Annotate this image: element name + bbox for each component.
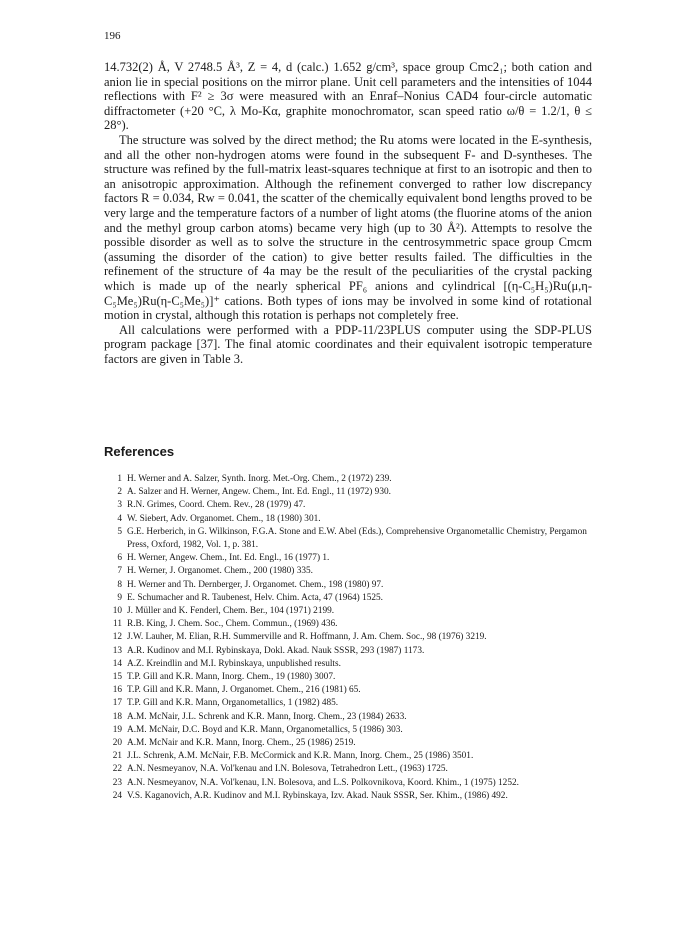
reference-number: 8 <box>117 579 122 590</box>
reference-text: A.M. McNair, D.C. Boyd and K.R. Mann, Organometallics, 5 (1986) 303. <box>127 724 403 735</box>
reference-item <box>104 565 594 578</box>
reference-text: H. Werner, Angew. Chem., Int. Ed. Engl., 16 (1977) 1. <box>127 553 330 564</box>
reference-text: J.W. Lauher, M. Elian, R.H. Summerville and R. Hoffmann, J. Am. Chem. Soc., 98 (1976) 3219. <box>127 632 487 643</box>
reference-text: A. Salzer and H. Werner, Angew. Chem., Int. Ed. Engl., 11 (1972) 930. <box>127 487 391 498</box>
reference-number: 16 <box>112 685 122 696</box>
reference-item <box>104 697 594 710</box>
reference-text: H. Werner, J. Organomet. Chem., 200 (1980) 335. <box>127 566 313 577</box>
reference-text: A.N. Nesmeyanov, N.A. Vol'kenau, I.N. Bolesova, and L.S. Polkovnikova, Koord. Khim., 1 (1975) 1252. <box>127 777 519 788</box>
reference-number: 12 <box>112 632 122 643</box>
reference-number: 21 <box>112 751 122 762</box>
reference-text: R.N. Grimes, Coord. Chem. Rev., 28 (1979) 47. <box>127 500 306 511</box>
reference-number: 7 <box>117 566 122 577</box>
reference-text: T.P. Gill and K.R. Mann, Inorg. Chem., 19 (1980) 3007. <box>127 672 336 683</box>
reference-item <box>104 711 594 724</box>
reference-number: 10 <box>112 606 122 617</box>
reference-text: R.B. King, J. Chem. Soc., Chem. Commun., (1969) 436. <box>127 619 338 630</box>
reference-item <box>104 658 594 671</box>
reference-item <box>104 499 594 512</box>
reference-text: A.R. Kudinov and M.I. Rybinskaya, Dokl. Akad. Nauk SSSR, 293 (1987) 1173. <box>127 645 425 656</box>
reference-text: A.N. Nesmeyanov, N.A. Vol'kenau and I.N. Bolesova, Tetrahedron Lett., (1963) 1725. <box>127 764 448 775</box>
paragraph-calculations: All calculations were performed with a PDP-11/23PLUS computer using the SDP-PLUS program package [37]. The final atomic coordinates and their equivalent isotropic temperature factors are given in Table 3. <box>104 322 592 366</box>
paragraph-structure-solution: The structure was solved by the direct method; the Ru atoms were located in the E-synthesis, and all the other non-hydrogen atoms were found in the subsequent F- and D-syntheses. The structure was refined by the full-matrix least-squares technique at first to an isotropic and then to an anisotropic approximation. Although the refinement converged to rather low discrepancy factors R = 0.034, Rw = 0.041, the scatter of the chemically equivalent bond lengths proved to be very large and the temperature factors of a number of light atoms (the fluorine atoms of the anion and the methyl group carbon atoms) became very high (up to 30 Å²). Attempts to resolve the possible disorder as well as to solve the structure in the centrosymmetric space group Cmcm (assuming the disorder of the cation) to give better results failed. The difficulties in the refinement of the structure of 4a may be the result of the peculiarities of the crystal packing which is made up of the nearly spherical PF₆ anions and cylindrical [(η-C₅H₅)Ru(μ,η-C₅Me₅)Ru(η-C₅Me₅)]⁺ cations. Both types of ions may be involved in some kind of rotational motion in crystal, although this rotation is perhaps not completely free. <box>104 132 592 323</box>
reference-text: W. Siebert, Adv. Organomet. Chem., 18 (1980) 301. <box>127 513 321 524</box>
reference-number: 9 <box>117 592 122 603</box>
reference-number: 18 <box>112 711 122 722</box>
reference-number: 2 <box>117 487 122 498</box>
reference-text: G.E. Herberich, in G. Wilkinson, F.G.A. Stone and E.W. Abel (Eds.), Comprehensive Organometallic Chemistry, Pergamon Press, Oxford, 1982, Vol. 1, p. 381. <box>127 526 587 551</box>
reference-number: 23 <box>112 777 122 788</box>
reference-number: 20 <box>112 738 122 749</box>
reference-item <box>104 605 594 618</box>
reference-item <box>104 631 594 644</box>
reference-number: 14 <box>112 658 122 669</box>
reference-text: A.Z. Kreindlin and M.I. Rybinskaya, unpublished results. <box>127 658 341 669</box>
reference-number: 13 <box>112 645 122 656</box>
reference-number: 4 <box>117 513 122 524</box>
body-text <box>104 60 592 366</box>
reference-item <box>104 790 594 803</box>
reference-text: H. Werner and A. Salzer, Synth. Inorg. Met.-Org. Chem., 2 (1972) 239. <box>127 474 392 484</box>
reference-item <box>104 684 594 697</box>
reference-number: 15 <box>112 672 122 683</box>
reference-item <box>104 724 594 737</box>
references-heading: References <box>104 444 175 459</box>
reference-item <box>104 618 594 631</box>
reference-text: J.L. Schrenk, A.M. McNair, F.B. McCormick and K.R. Mann, Inorg. Chem., 25 (1986) 3501. <box>127 751 474 762</box>
reference-number: 19 <box>112 724 122 735</box>
reference-number: 22 <box>112 764 122 775</box>
reference-text: H. Werner and Th. Dernberger, J. Organomet. Chem., 198 (1980) 97. <box>127 579 384 590</box>
reference-item <box>104 526 594 552</box>
reference-number: 1 <box>117 474 122 484</box>
reference-number: 3 <box>117 500 122 511</box>
reference-item <box>104 486 594 499</box>
reference-text: E. Schumacher and R. Taubenest, Helv. Chim. Acta, 47 (1964) 1525. <box>127 592 383 603</box>
reference-number: 6 <box>117 553 122 564</box>
reference-text: V.S. Kaganovich, A.R. Kudinov and M.I. Rybinskaya, Izv. Akad. Nauk SSSR, Ser. Khim., (1986) 492. <box>127 790 508 801</box>
reference-number: 5 <box>117 526 122 537</box>
reference-item <box>104 579 594 592</box>
reference-item <box>104 473 594 486</box>
paragraph-crystal-data: 14.732(2) Å, V 2748.5 Å³, Z = 4, d (calc.) 1.652 g/cm³, space group Cmc2₁; both cation and anion lie in special positions on the mirror plane. Unit cell parameters and the intensities of 1044 reflections with F² ≥ 3σ were measured with an Enraf–Nonius CAD4 four-circle automatic diffractometer (+20 °C, λ Mo-Kα, graphite monochromator, scan speed ratio ω/θ = 1.2/1, θ ≤ 28°). <box>104 60 592 133</box>
reference-item <box>104 592 594 605</box>
reference-item <box>104 737 594 750</box>
reference-text: T.P. Gill and K.R. Mann, J. Organomet. Chem., 216 (1981) 65. <box>127 685 361 696</box>
page-number: 196 <box>104 30 121 42</box>
reference-item <box>104 750 594 763</box>
reference-text: A.M. McNair and K.R. Mann, Inorg. Chem., 25 (1986) 2519. <box>127 738 356 749</box>
reference-text: A.M. McNair, J.L. Schrenk and K.R. Mann, Inorg. Chem., 23 (1984) 2633. <box>127 711 407 722</box>
reference-item <box>104 777 594 790</box>
reference-item <box>104 671 594 684</box>
reference-text: J. Müller and K. Fenderl, Chem. Ber., 104 (1971) 2199. <box>127 606 335 617</box>
reference-item <box>104 763 594 776</box>
reference-item <box>104 513 594 526</box>
reference-number: 24 <box>112 790 122 801</box>
reference-number: 11 <box>113 619 122 630</box>
references-list <box>104 473 594 803</box>
reference-item <box>104 552 594 565</box>
reference-number: 17 <box>112 698 122 709</box>
reference-item <box>104 645 594 658</box>
reference-text: T.P. Gill and K.R. Mann, Organometallics, 1 (1982) 485. <box>127 698 339 709</box>
